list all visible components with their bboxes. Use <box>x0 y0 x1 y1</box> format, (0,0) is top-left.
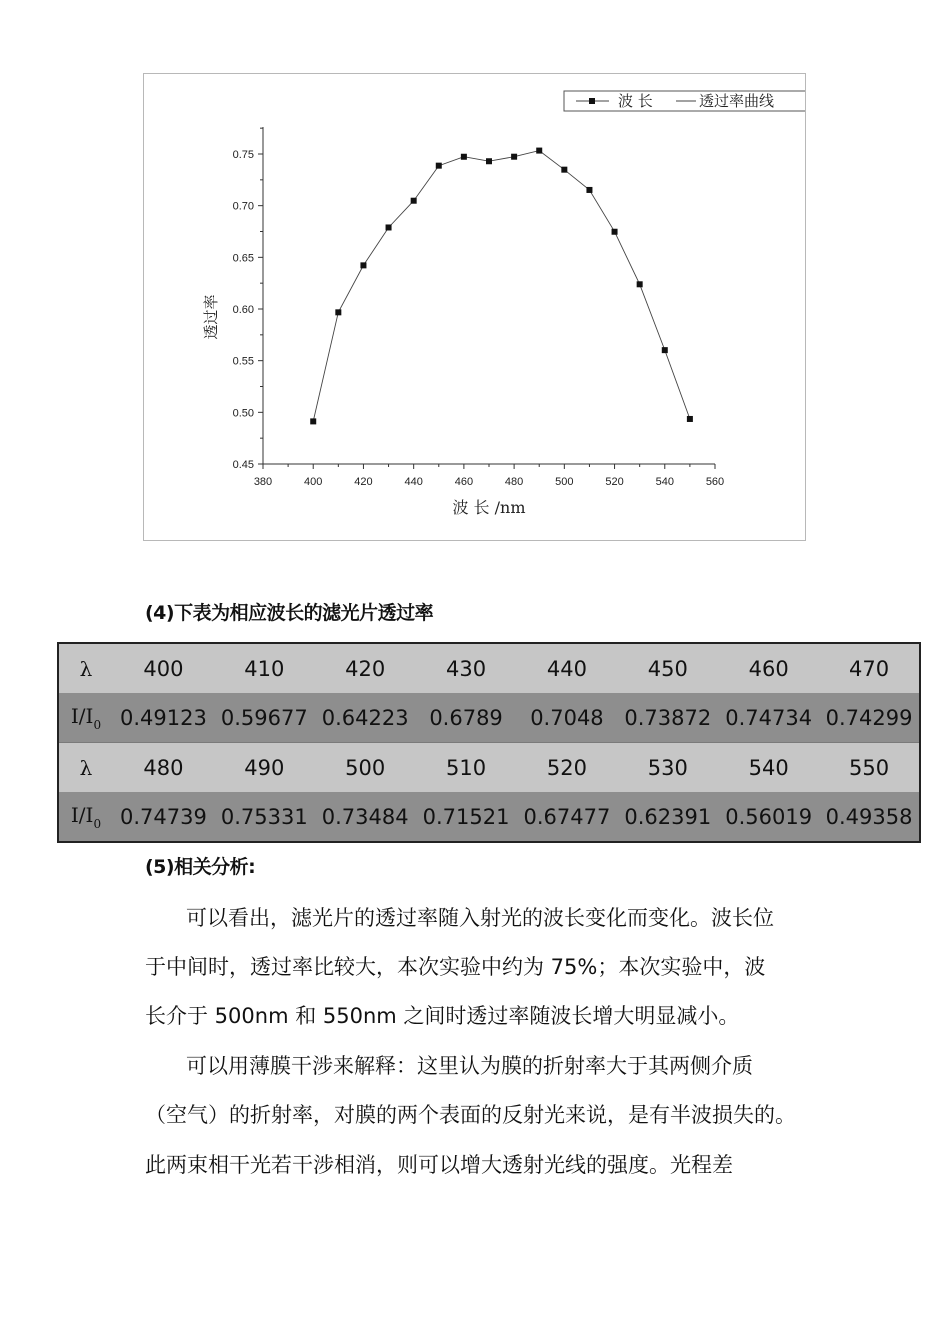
series-line <box>313 151 690 422</box>
x-tick-label: 500 <box>555 476 574 488</box>
data-point <box>310 418 316 424</box>
lambda-header: λ <box>58 743 113 793</box>
data-point <box>436 163 442 169</box>
x-tick-label: 540 <box>655 476 674 488</box>
x-tick-label: 420 <box>354 476 373 488</box>
data-point <box>511 154 517 160</box>
data-point <box>561 167 567 173</box>
table-cell: 0.74739 <box>113 792 214 842</box>
table-cell: 420 <box>315 643 416 693</box>
ratio-header <box>58 792 113 842</box>
x-tick-label: 480 <box>504 476 524 488</box>
table-cell: 400 <box>113 643 214 693</box>
table-cell: 550 <box>819 743 920 793</box>
x-tick-label: 380 <box>253 476 273 488</box>
data-point <box>360 262 366 268</box>
table-row <box>58 792 920 842</box>
data-point <box>411 198 417 204</box>
table-cell: 0.75331 <box>214 792 315 842</box>
data-point <box>386 224 392 230</box>
table-cell: 0.6789 <box>416 693 517 743</box>
ratio-header-main: I/I <box>70 703 94 728</box>
paragraph-line: 长介于 500nm 和 550nm 之间时透过率随波长增大明显减小。 <box>145 1004 740 1028</box>
table-row <box>58 643 920 693</box>
legend-line-label: 透过率曲线 <box>699 92 775 110</box>
y-tick-label: 0.70 <box>232 200 254 213</box>
section5-heading: (5)相关分析: <box>145 856 256 878</box>
y-tick-label: 0.45 <box>232 459 254 471</box>
x-tick-label: 560 <box>705 476 725 488</box>
table-cell: 440 <box>517 643 618 693</box>
table-cell: 0.59677 <box>214 693 315 743</box>
y-axis-label: 透过率 <box>202 294 220 340</box>
x-axis-label: 波 长 /nm <box>452 498 526 517</box>
legend-marker-sample <box>589 98 595 104</box>
table-cell: 0.62391 <box>617 792 718 842</box>
x-tick-label: 400 <box>304 476 323 488</box>
table-cell: 410 <box>214 643 315 693</box>
data-point <box>637 281 643 287</box>
table-cell: 0.73484 <box>315 792 416 842</box>
legend-marker-label: 波 长 <box>618 92 653 110</box>
paragraph-line: （空气）的折射率，对膜的两个表面的反射光来说，是有半波损失的。 <box>145 1103 796 1127</box>
y-tick-label: 0.75 <box>232 149 254 161</box>
transmittance-chart <box>143 73 806 541</box>
x-tick-label: 440 <box>404 476 423 488</box>
table-cell: 520 <box>517 743 618 793</box>
table-cell: 0.74299 <box>819 693 920 743</box>
table-row <box>58 693 920 743</box>
transmittance-table <box>57 642 921 843</box>
table-cell: 0.74734 <box>718 693 819 743</box>
y-tick-label: 0.60 <box>232 304 254 316</box>
data-point <box>612 229 618 235</box>
table-cell: 0.7048 <box>517 693 618 743</box>
table-cell: 0.71521 <box>416 792 517 842</box>
paragraph-line: 可以看出，滤光片的透过率随入射光的波长变化而变化。波长位 <box>186 906 774 930</box>
table-cell: 0.49358 <box>819 792 920 842</box>
table-cell: 530 <box>617 743 718 793</box>
data-point <box>687 416 693 422</box>
table-cell: 510 <box>416 743 517 793</box>
chart-svg <box>144 74 805 540</box>
x-tick-label: 520 <box>605 476 624 488</box>
y-tick-label: 0.55 <box>232 355 254 368</box>
table-cell: 480 <box>113 743 214 793</box>
x-tick-label: 460 <box>454 476 474 488</box>
table-cell: 490 <box>214 743 315 793</box>
data-point <box>586 187 592 193</box>
y-tick-label: 0.50 <box>232 407 254 420</box>
table-cell: 0.67477 <box>517 792 618 842</box>
ratio-header <box>58 693 113 743</box>
table-cell: 0.73872 <box>617 693 718 743</box>
data-point <box>335 309 341 315</box>
data-point <box>662 347 668 353</box>
table-cell: 500 <box>315 743 416 793</box>
data-point <box>461 154 467 160</box>
y-tick-label: 0.65 <box>232 252 254 265</box>
table-cell: 0.64223 <box>315 693 416 743</box>
table-row <box>58 743 920 793</box>
ratio-header-main: I/I <box>70 802 94 827</box>
data-point <box>486 158 492 164</box>
table-cell: 430 <box>416 643 517 693</box>
table-cell: 470 <box>819 643 920 693</box>
section4-heading: (4)下表为相应波长的滤光片透过率 <box>145 602 434 624</box>
ratio-header-sub: 0 <box>93 816 102 831</box>
ratio-header-sub: 0 <box>93 717 102 732</box>
table-cell: 0.49123 <box>113 693 214 743</box>
table-cell: 540 <box>718 743 819 793</box>
paragraph-line: 此两束相干光若干涉相消，则可以增大透射光线的强度。光程差 <box>145 1153 733 1177</box>
paragraph-line: 于中间时，透过率比较大，本次实验中约为 75%；本次实验中，波 <box>145 955 766 979</box>
paragraph-line: 可以用薄膜干涉来解释：这里认为膜的折射率大于其两侧介质 <box>186 1054 753 1078</box>
table-cell: 0.56019 <box>718 792 819 842</box>
lambda-header: λ <box>58 643 113 693</box>
table-cell: 450 <box>617 643 718 693</box>
data-point <box>536 148 542 154</box>
table-cell: 460 <box>718 643 819 693</box>
